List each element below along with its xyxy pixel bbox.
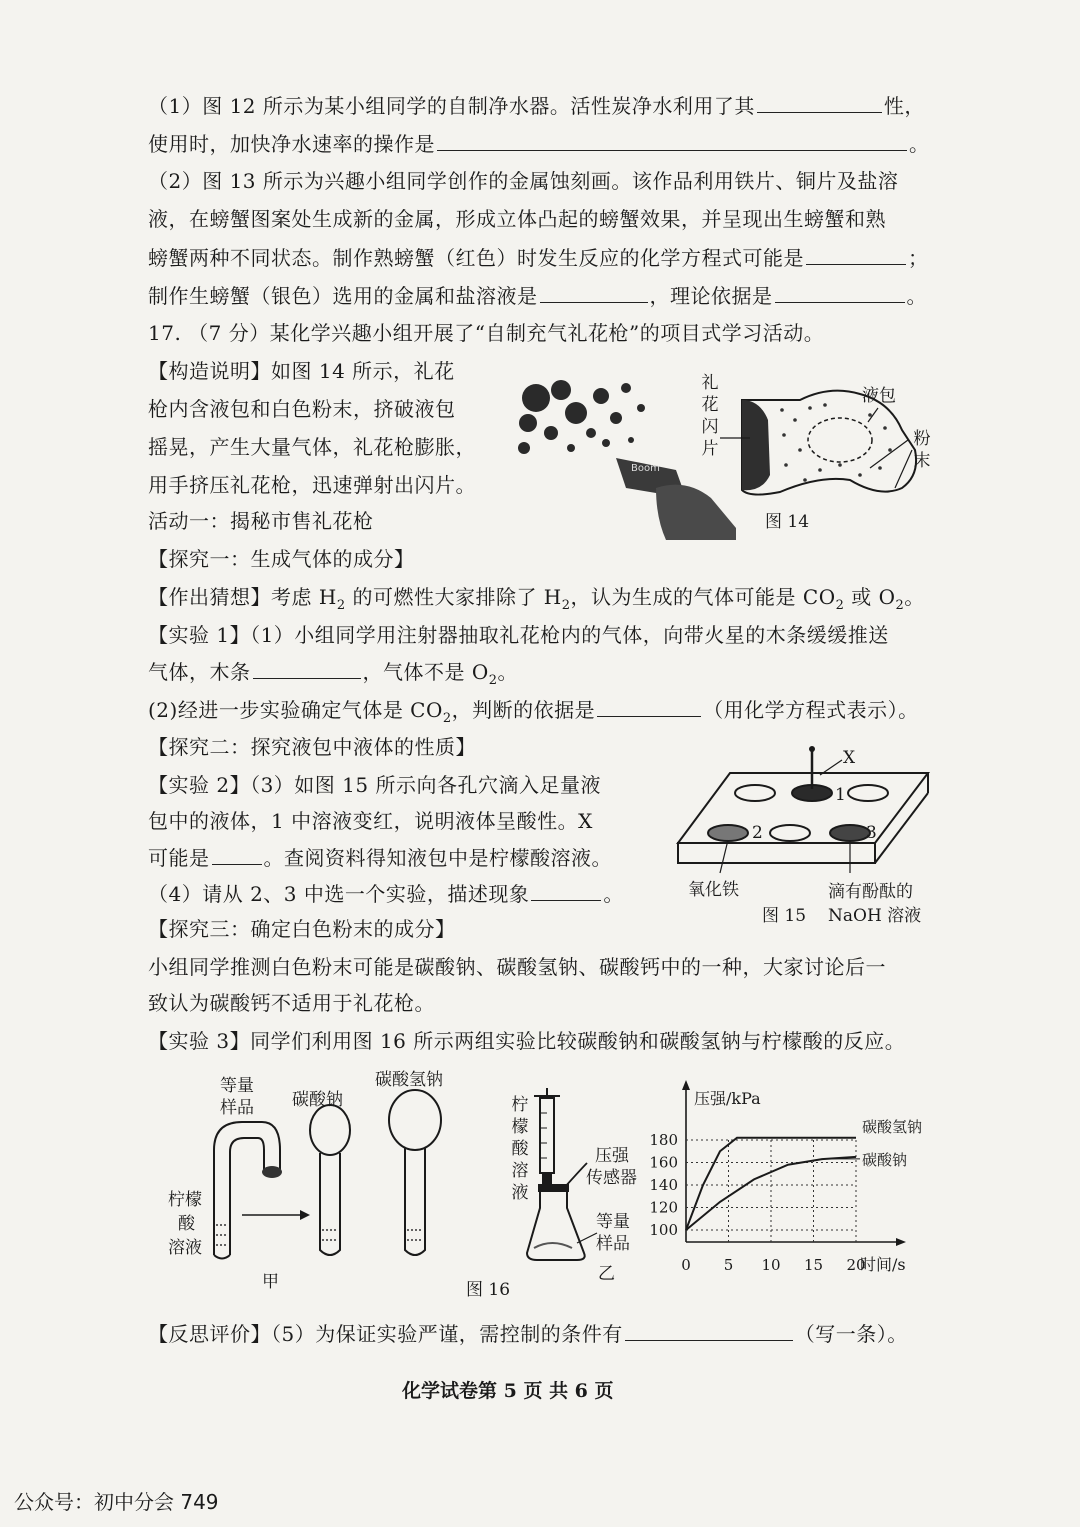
label-powder: 粉末: [913, 429, 931, 471]
q17-title: 17. （7 分）某化学兴趣小组开展了“自制充气礼花枪”的项目式学习活动。: [148, 321, 825, 345]
q16-p1-line2: 使用时，加快净水速率的操作是 。: [148, 128, 930, 159]
exp2-line2: 包中的液体，1 中溶液变红，说明液体呈酸性。X: [148, 809, 593, 833]
q16-p1-line1: （1）图 12 所示为某小组同学的自制净水器。活性炭净水利用了其 性，: [148, 90, 925, 121]
exp2-line3: 可能是 。查阅资料得知液包中是柠檬酸溶液。: [148, 842, 612, 873]
explore-2-heading: 【探究二：探究液包中液体的性质】: [148, 735, 476, 759]
reflect-line: 【反思评价】（5）为保证实验严谨，需控制的条件有 （写一条）。: [148, 1318, 908, 1349]
explore-1-heading: 【探究一：生成气体的成分】: [148, 547, 415, 571]
label-citric-2: 酸: [178, 1214, 195, 1234]
y-tick-label: 140: [649, 1176, 678, 1194]
x-tick-label: 5: [723, 1256, 734, 1274]
y-axis-title: 压强/kPa: [694, 1089, 761, 1108]
label-sample-1: 样品: [220, 1098, 254, 1118]
y-axis-arrow: [682, 1080, 690, 1090]
exp2-line1: 【实验 2】（3）如图 15 所示向各孔穴滴入足量液: [148, 773, 601, 797]
label-jia: 甲: [262, 1272, 279, 1292]
exp1-line3: (2)经进一步实验确定气体是 $CO_2$，判断的依据是 （用化学方程式表示）。: [148, 694, 919, 734]
q16-p2-line4: 制作生螃蟹（银色）选用的金属和盐溶液是 ，理论依据是 。: [148, 280, 927, 311]
explore-3-line1: 小组同学推测白色粉末可能是碳酸钠、碳酸氢钠、碳酸钙中的一种，大家讨论后一: [148, 955, 886, 979]
label-sensor: 传感器: [586, 1168, 637, 1188]
pressure-time-chart: [640, 1080, 930, 1280]
x-tick-label: 10: [761, 1256, 781, 1274]
x-tick-label: 15: [803, 1256, 824, 1274]
exp2-line4: （4）请从 2、3 中选一个实验，描述现象 。: [148, 878, 624, 909]
y-tick-label: 100: [649, 1221, 678, 1239]
q17-struct-4: 用手挤压礼花枪，迅速弹射出闪片。: [148, 473, 476, 497]
activity-1: 活动一：揭秘市售礼花枪: [148, 509, 374, 533]
figure-15-caption: 图 15: [762, 906, 807, 926]
exp3-line: 【实验 3】同学们利用图 16 所示两组实验比较碳酸钠和碳酸氢钠与柠檬酸的反应。: [148, 1029, 906, 1053]
boom-text: Boom: [631, 463, 660, 474]
figure-16-caption: 图 16: [466, 1280, 511, 1300]
figure-14-diagram: [720, 380, 940, 510]
label-na2co3: 碳酸钠: [292, 1090, 343, 1110]
label-phenolphthalein: 滴有酚酞的: [828, 882, 913, 902]
page-footer: 化学试卷第 5 页 共 6 页: [402, 1380, 614, 1402]
series-label: 碳酸氢钠: [862, 1117, 923, 1136]
series-label: 碳酸钠: [862, 1150, 908, 1169]
q17-struct-1: 【构造说明】如图 14 所示，礼花: [148, 359, 455, 383]
label-nahco3: 碳酸氢钠: [375, 1070, 443, 1090]
label-equal-2: 等量: [596, 1212, 630, 1232]
exp1-line1: 【实验 1】（1）小组同学用注射器抽取礼花枪内的气体，向带火星的木条缓缓推送: [148, 623, 889, 647]
label-citric-3: 溶液: [168, 1238, 202, 1258]
q16-p2-line2: 液，在螃蟹图案处生成新的金属，形成立体凸起的螃蟹效果，并呈现出生螃蟹和熟: [148, 207, 886, 231]
y-tick-label: 120: [649, 1198, 678, 1217]
x-axis-title: 时间/s: [860, 1255, 906, 1274]
label-iron-oxide: 氧化铁: [688, 880, 739, 900]
label-well-2: 2: [752, 823, 763, 843]
label-equal-1: 等量: [220, 1076, 254, 1096]
guess-line: 【作出猜想】考虑 $H_2$ 的可燃性大家排除了 $H_2$，认为生成的气体可能是 $CO_2$ 或 $O_2$。: [148, 585, 925, 613]
figure-16-jia: [200, 1100, 460, 1270]
exp1-line2: 气体，木条 ，气体不是 $O_2$。: [148, 656, 518, 696]
label-yi: 乙: [598, 1264, 615, 1284]
q17-struct-3: 摇晃，产生大量气体，礼花枪膨胀，: [148, 435, 476, 459]
y-tick-label: 180: [649, 1131, 678, 1149]
explore-3-heading: 【探究三：确定白色粉末的成分】: [148, 917, 456, 941]
label-citric-1: 柠檬: [168, 1190, 202, 1210]
label-flash-pieces: 礼花闪片: [701, 373, 719, 459]
q16-p2-line1: （2）图 13 所示为兴趣小组同学创作的金属蚀刻画。该作品利用铁片、铜片及盐溶: [148, 169, 899, 193]
figure-14-caption: 图 14: [765, 512, 810, 532]
label-liquid-pack: 液包: [862, 386, 896, 406]
label-pressure: 压强: [595, 1146, 629, 1166]
label-naoh: NaOH 溶液: [828, 906, 922, 926]
q17-struct-2: 枪内含液包和白色粉末，挤破液包: [148, 397, 456, 421]
x-tick-label: 20: [846, 1256, 866, 1274]
x-tick-label: 0: [681, 1256, 691, 1274]
q16-p2-line3: 螃蟹两种不同状态。制作熟螃蟹（红色）时发生反应的化学方程式可能是 ；: [148, 242, 929, 273]
label-well-1: 1: [835, 785, 846, 805]
label-x: X: [843, 748, 856, 768]
figure-15-well-plate: [670, 745, 940, 875]
label-citric-vertical: 柠檬酸溶液: [511, 1095, 529, 1203]
label-well-3: 3: [866, 823, 877, 843]
label-sample-2: 样品: [596, 1234, 630, 1254]
explore-3-line2: 致认为碳酸钙不适用于礼花枪。: [148, 991, 435, 1015]
watermark: 公众号：初中分会 749: [14, 1490, 219, 1514]
y-tick-label: 160: [649, 1153, 678, 1172]
x-axis-arrow: [896, 1238, 906, 1246]
